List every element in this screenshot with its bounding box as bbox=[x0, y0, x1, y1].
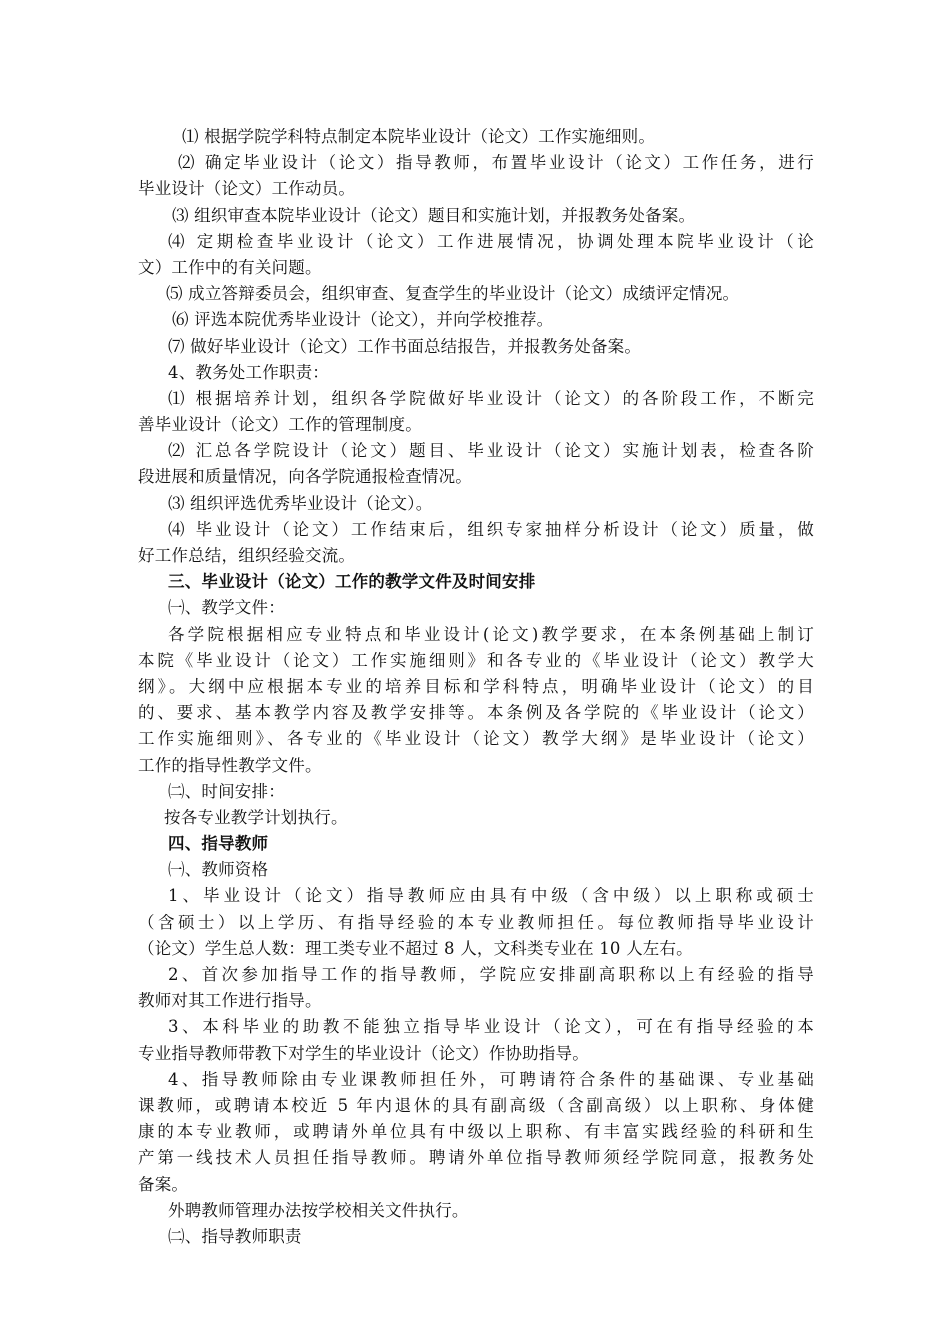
text-line: ⑵ 汇总各学院设计（论文）题目、毕业设计（论文）实施计划表，检查各阶 bbox=[168, 441, 814, 461]
text-line: 备案。 bbox=[138, 1174, 189, 1194]
text-line: 工作实施细则》、各专业的《毕业设计（论文）教学大纲》是毕业设计（论文） bbox=[138, 729, 814, 749]
text-line: 段进展和质量情况，向各学院通报检查情况。 bbox=[138, 467, 472, 487]
section-heading: 三、毕业设计（论文）工作的教学文件及时间安排 bbox=[168, 572, 536, 592]
text-line: ㈠、教学文件： bbox=[168, 598, 285, 618]
text-line: 善毕业设计（论文）工作的管理制度。 bbox=[138, 415, 422, 435]
text-line: ⑶ 组织审查本院毕业设计（论文）题目和实施计划，并报教务处备案。 bbox=[172, 205, 696, 225]
text-line: 毕业设计（论文）工作动员。 bbox=[138, 179, 356, 199]
text-line: 4、教务处工作职责： bbox=[168, 362, 329, 382]
text-line: ㈡、时间安排： bbox=[168, 781, 285, 801]
text-line: 专业指导教师带教下对学生的毕业设计（论文）作协助指导。 bbox=[138, 1043, 589, 1063]
text-line: ⑺ 做好毕业设计（论文）工作书面总结报告，并报教务处备案。 bbox=[168, 336, 642, 356]
text-line: ⑵ 确定毕业设计（论文）指导教师，布置毕业设计（论文）工作任务，进行 bbox=[178, 153, 814, 173]
text-line: 本院《毕业设计（论文）工作实施细则》和各专业的《毕业设计（论文）教学大 bbox=[138, 650, 814, 670]
text-line: ⑷ 定期检查毕业设计（论文）工作进展情况，协调处理本院毕业设计（论 bbox=[168, 231, 814, 251]
text-line: 按各专业教学计划执行。 bbox=[164, 807, 348, 827]
text-line: 外聘教师管理办法按学校相关文件执行。 bbox=[168, 1200, 469, 1220]
text-line: ㈠、教师资格 bbox=[168, 860, 269, 880]
text-line: ⑶ 组织评选优秀毕业设计（论文）。 bbox=[168, 493, 433, 513]
text-line: 教师对其工作进行指导。 bbox=[138, 991, 322, 1011]
section-heading: 四、指导教师 bbox=[168, 834, 269, 854]
text-line: 产第一线技术人员担任指导教师。聘请外单位指导教师须经学院同意，报教务处 bbox=[138, 1148, 814, 1168]
text-line: 纲》。大纲中应根据本专业的培养目标和学科特点，明确毕业设计（论文）的目 bbox=[138, 676, 814, 696]
text-line: ⑸ 成立答辩委员会，组织审查、复查学生的毕业设计（论文）成绩评定情况。 bbox=[166, 284, 740, 304]
text-line: ⑹ 评选本院优秀毕业设计（论文），并向学校推荐。 bbox=[172, 310, 554, 330]
text-line: ⑷ 毕业设计（论文）工作结束后，组织专家抽样分析设计（论文）质量，做 bbox=[168, 519, 814, 539]
text-line: 1、毕业设计（论文）指导教师应由具有中级（含中级）以上职称或硕士 bbox=[168, 886, 814, 906]
text-line: 2、首次参加指导工作的指导教师，学院应安排副高职称以上有经验的指导 bbox=[168, 965, 814, 984]
text-line: （论文）学生总人数：理工类专业不超过 8 人，文科类专业在 10 人左右。 bbox=[138, 938, 693, 958]
text-line: 各学院根据相应专业特点和毕业设计(论文)教学要求，在本条例基础上制订 bbox=[168, 624, 814, 644]
text-line: 3、本科毕业的助教不能独立指导毕业设计（论文），可在有指导经验的本 bbox=[168, 1017, 814, 1037]
text-line: 康的本专业教师，或聘请外单位具有中级以上职称、有丰富实践经验的科研和生 bbox=[138, 1122, 814, 1142]
text-line: 工作的指导性教学文件。 bbox=[138, 755, 322, 775]
text-line: 文）工作中的有关问题。 bbox=[138, 257, 322, 277]
text-line: ⑴ 根据学院学科特点制定本院毕业设计（论文）工作实施细则。 bbox=[182, 127, 656, 146]
document-page bbox=[138, 124, 814, 1250]
text-line: 的、要求、基本教学内容及教学安排等。本条例及各学院的《毕业设计（论文） bbox=[138, 703, 814, 723]
text-line: （含硕士）以上学历、有指导经验的本专业教师担任。每位教师指导毕业设计 bbox=[138, 912, 814, 932]
text-line: ㈡、指导教师职责 bbox=[168, 1226, 302, 1246]
text-line: 课教师，或聘请本校近 5 年内退休的具有副高级（含副高级）以上职称、身体健 bbox=[138, 1095, 814, 1115]
text-line: 好工作总结，组织经验交流。 bbox=[138, 546, 356, 565]
text-line: ⑴ 根据培养计划，组织各学院做好毕业设计（论文）的各阶段工作，不断完 bbox=[168, 388, 814, 408]
text-line: 4、指导教师除由专业课教师担任外，可聘请符合条件的基础课、专业基础 bbox=[168, 1069, 814, 1089]
